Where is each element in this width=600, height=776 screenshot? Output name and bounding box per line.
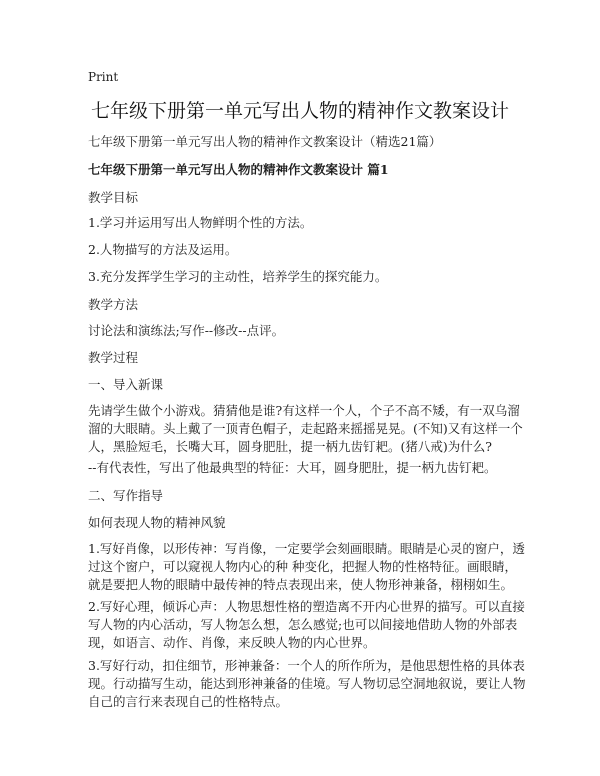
- teaching-goals-heading: 教学目标: [88, 190, 139, 205]
- goal-item-2: 2.人物描写的方法及运用。: [88, 242, 238, 257]
- goal-item-3: 3.充分发挥学生学习的主动性，培养学生的探究能力。: [88, 269, 388, 284]
- goal-item-1: 1.学习并运用写出人物鲜明个性的方法。: [88, 215, 313, 230]
- intro-game-paragraph: 先请学生做个小游戏。猜猜他是谁?有这样一个人，个子不高不矮，有一双乌溜溜的大眼睛。头上戴了一顶青色帽子，走起路来摇摇晃晃。(不知)又有这样一个人，黑脸短毛，长嘴大耳，圆身肥肚，提一柄九齿钉耙。(猪八戒)为什么?: [88, 403, 523, 454]
- part-1-heading: 一、导入新课: [88, 377, 164, 392]
- section-heading: 七年级下册第一单元写出人物的精神作文教案设计 篇1: [88, 162, 389, 177]
- intro-answer-paragraph: --有代表性，写出了他最典型的特征：大耳，圆身肥肚，提一柄九齿钉耙。: [88, 460, 497, 475]
- teaching-process-heading: 教学过程: [88, 350, 139, 365]
- teaching-method-heading: 教学方法: [88, 297, 139, 312]
- spirit-heading: 如何表现人物的精神风貌: [88, 515, 226, 530]
- print-label: Print: [88, 70, 119, 84]
- teaching-method-text: 讨论法和演练法;写作--修改--点评。: [88, 323, 285, 338]
- document-subtitle: 七年级下册第一单元写出人物的精神作文教案设计（精选21篇）: [88, 134, 442, 149]
- tip-paragraph-3: 3.写好行动，扣住细节，形神兼备：一个人的所作所为，是他思想性格的具体表现。行动描写生动，能达到形神兼备的佳境。写人物切忌空洞地叙说，要让人物自己的言行来表现自己的性格特点。: [88, 658, 526, 709]
- tip-paragraph-2: 2.写好心理，倾诉心声：人物思想性格的塑造离不开内心世界的描写。可以直接写人物的内心活动，写人物怎么想，怎么感觉;也可以间接地借助人物的外部表现，如语言、动作、肖像，来反映人物的内心世界。: [88, 599, 525, 650]
- tip-paragraph-1: 1.写好肖像，以形传神：写肖像，一定要学会刻画眼睛。眼睛是心灵的窗户，透过这个窗户，可以窥视人物内心的种 种变化，把握人物的性格特征。画眼睛，就是要把人物的眼睛中最传神的特点表现出来，使人物形神兼备，栩栩如生。: [88, 541, 525, 592]
- part-2-heading: 二、写作指导: [88, 488, 164, 503]
- document-title: 七年级下册第一单元写出人物的精神作文教案设计: [90, 100, 509, 122]
